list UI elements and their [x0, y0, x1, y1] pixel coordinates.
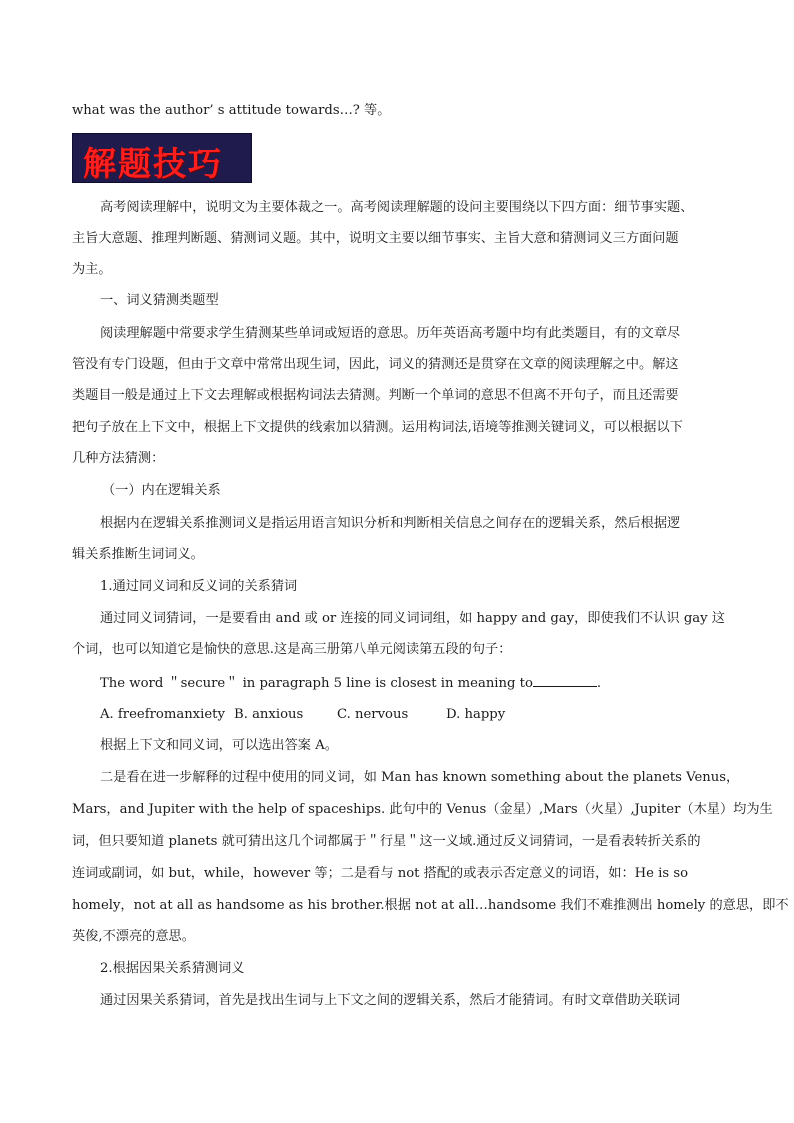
paragraph-line: 管没有专门设题，但由于文章中常常出现生词，因此，词义的猜测还是贯穿在文章的阅读理解之中。解这 — [72, 357, 679, 372]
paragraph-line: 主旨大意题、推理判断题、猜测词义题。其中，说明文主要以细节事实、主旨大意和猜测词义三方面问题 — [72, 231, 679, 246]
intro-line: what was the author’ s attitude towards…? 等。 — [72, 103, 391, 118]
paragraph-line: 把句子放在上下文中，根据上下文提供的线索加以猜测。运用构词法,语境等推测关键词义，可以根据以下 — [72, 420, 683, 435]
question-text: The word ＂secure＂ in paragraph 5 line is closest in meaning to — [100, 676, 533, 691]
paragraph-line: 根据上下文和同义词，可以选出答案 A。 — [100, 738, 338, 753]
subsection-heading: （一）内在逻辑关系 — [102, 483, 221, 498]
paragraph-line: 二是看在进一步解释的过程中使用的同义词，如 Man has known something about the planets Venus， — [100, 770, 740, 785]
paragraph-line: 为主。 — [72, 262, 112, 277]
paragraph-line: 根据内在逻辑关系推测词义是指运用语言知识分析和判断相关信息之间存在的逻辑关系，然后根据逻 — [100, 516, 681, 531]
banner-title: 解题技巧 — [83, 144, 223, 183]
paragraph-line: 连词或副词，如 but，while，however 等；二是看与 not 搭配的或表示否定意义的词语，如：He is so — [72, 866, 689, 881]
option-b: B. anxious — [234, 707, 304, 722]
option-d: D. happy — [446, 707, 506, 722]
paragraph-line: 通过同义词猜词，一是要看由 and 或 or 连接的同义词词组，如 happy and gay，即使我们不认识 gay 这 — [100, 611, 725, 626]
paragraph-line: 英俊,不漂亮的意思。 — [72, 929, 195, 944]
options-line — [100, 705, 505, 725]
paragraph-line: 辑关系推断生词词义。 — [72, 547, 204, 562]
paragraph-line: 类题目一般是通过上下文去理解或根据构词法去猜测。判断一个单词的意思不但离不开句子，而且还需要 — [72, 388, 679, 403]
option-c: C. nervous — [337, 707, 409, 722]
subsection-heading: 2.根据因果关系猜测词义 — [100, 961, 245, 976]
paragraph-line: homely，not at all as handsome as his brother.根据 not at all…handsome 我们不难推测出 homely 的意思，即不 — [72, 898, 789, 913]
paragraph-line: 阅读理解题中常要求学生猜测某些单词或短语的意思。历年英语高考题中均有此类题目，有的文章尽 — [100, 326, 681, 341]
paragraph-line: 通过因果关系猜词，首先是找出生词与上下文之间的逻辑关系，然后才能猜词。有时文章借助关联词 — [100, 993, 681, 1008]
question-line — [100, 673, 601, 694]
option-a: A. freefromanxiety — [100, 707, 225, 722]
question-end: . — [596, 676, 602, 691]
subsection-heading: 1.通过同义词和反义词的关系猜词 — [100, 579, 298, 594]
section-heading: 一、词义猜测类题型 — [100, 293, 219, 308]
section-banner — [72, 133, 252, 183]
paragraph-line: Mars，and Jupiter with the help of spaceships. 此句中的 Venus（金星）,Mars（火星）,Jupiter（木星）均为生 — [72, 802, 773, 817]
paragraph-line: 个词，也可以知道它是愉快的意思.这是高三册第八单元阅读第五段的句子： — [72, 642, 512, 657]
paragraph-line: 词，但只要知道 planets 就可猜出这几个词都属于＂行星＂这一义域.通过反义词猜词，一是看表转折关系的 — [72, 834, 701, 849]
answer-blank — [533, 673, 597, 687]
paragraph-line: 几种方法猜测： — [72, 451, 165, 466]
paragraph-line: 高考阅读理解中，说明文为主要体裁之一。高考阅读理解题的设问主要围绕以下四方面：细节事实题、 — [100, 200, 694, 215]
